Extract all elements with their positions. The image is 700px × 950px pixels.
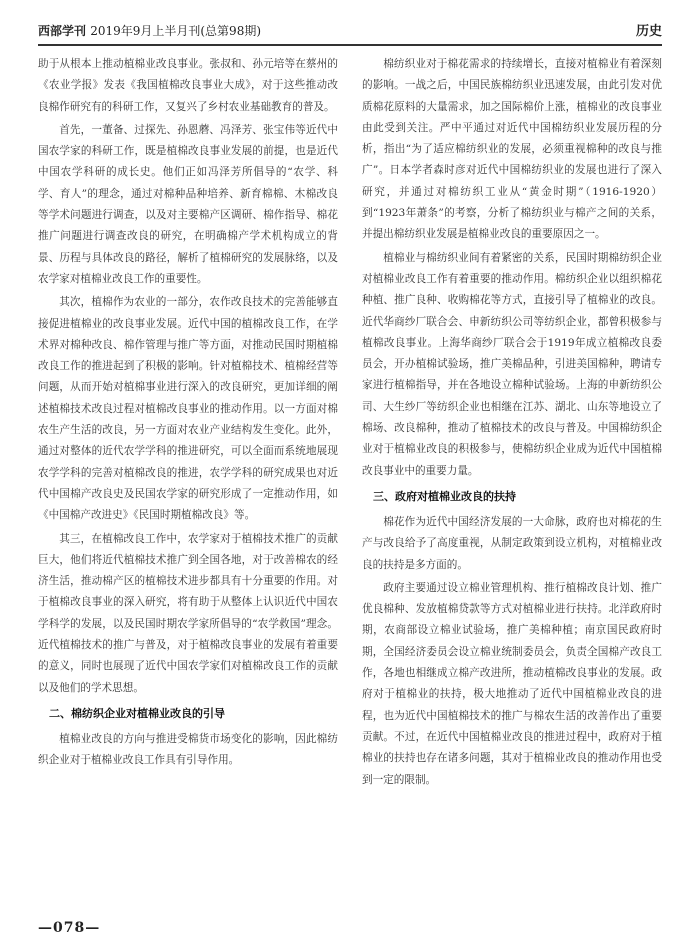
right-column: [362, 54, 662, 906]
journal-name: 西部学刊: [38, 24, 87, 38]
body-paragraph: 政府主要通过设立棉业管理机构、推行植棉改良计划、推广优良棉种、发放植棉贷款等方式对植棉业进行扶持。北洋政府时期，农商部设立棉业试验场，推广美棉种植；南京国民政府时期，全国经济委员会设立棉业统制委员会，负责全国棉产改良工作，各地也相继成立棉产改进所，推动植棉改良事业的发展。政府对于植棉业的扶持，极大地推动了近代中国植棉业改良的进程，也为近代中国植棉技术的推广与棉农生活的改善作出了重要贡献。不过，在近代中国植棉业改良的推进过程中，政府对于植棉业的扶持也存在诸多问题，其对于植棉业改良的推动作用也受到一定的限制。: [362, 581, 662, 786]
article-body: [38, 54, 662, 906]
body-paragraph: 助于从根本上推动植棉业改良事业。张叔和、孙元培等在蔡州的《农业学报》发表《我国植棉改良事业大成》，对于这些推动改良棉作研究有的科研工作，又复兴了乡村农业基础教育的普及。: [38, 58, 338, 113]
body-paragraph: 植棉业改良的方向与推进受棉货市场变化的影响，因此棉纺织企业对于植棉业改良工作具有引导作用。: [38, 732, 338, 767]
body-paragraph: 其三，在植棉改良工作中，农学家对于植棉技术推广的贡献巨大，他们将近代植棉技术推广到全国各地，对于改善棉农的经济生活，推动棉产区的植棉技术进步都具有十分重要的作用。对于植棉改良事业的深入研究，将有助于从整体上认识近代中国农学科学的发展，以及民国时期农学家所倡导的“农学救国”理念。近代植棉技术的推广与普及，对于植棉改良事业的发展有着重要的意义，同时也展现了近代中国农学家们对植棉改良工作的贡献以及他们的学术思想。: [38, 532, 338, 694]
left-column: [38, 54, 338, 906]
body-paragraph: 棉花作为近代中国经济发展的一大命脉，政府也对棉花的生产与改良给予了高度重视，从制定政策到设立机构，对植棉业改良的扶持是多方面的。: [362, 515, 662, 571]
section-heading: 二、棉纺织企业对植棉业改良的引导: [49, 706, 225, 720]
running-header: [38, 20, 662, 46]
body-paragraph: 棉纺织业对于棉花需求的持续增长，直接对植棉业有着深刻的影响。一战之后，中国民族棉纺织业迅速发展，由此引发对优质棉花原料的大量需求，加之国际棉价上涨，植棉业的改良事业由此受到关注。严中平通过对近代中国棉纺织业发展历程的分析，指出“为了适应棉纺织业的发展，必须重视棉种的改良与推广”。日本学者森时彦对近代中国棉纺织业的发展也进行了深入研究，并通过对棉纺织工业从“黄金时期”（1916-1920）到“1923年萧条”的考察，分析了棉纺织业与棉产之间的关系，并提出棉纺织业发展是植棉业改良的重要原因之一。: [362, 58, 662, 241]
section-heading: 三、政府对植棉业改良的扶持: [373, 489, 516, 503]
section-label: 历史: [635, 24, 662, 39]
body-paragraph: 首先，一董备、过探先、孙恩蘑、冯泽芳、张宝伟等近代中国农学家的科研工作，既是植棉改良事业发展的前提，也是近代中国农学科研的成长史。他们正如冯泽芳所倡导的“农学、科学、育人”的理念，通过对棉种品种培养、新育棉棉、木棉改良等学术问题进行调查，以及对主要棉产区调研、棉作指导、棉花推广问题进行调查改良的研究，在明确棉产学术机构成立的背景、历程与具体改良的路径，解析了植棉研究的发展脉络，以及农学家对植棉业改良工作的重要性。: [38, 123, 338, 285]
page-number: —078—: [38, 920, 101, 936]
body-paragraph: 植棉业与棉纺织业间有着紧密的关系，民国时期棉纺织企业对植棉业改良工作有着重要的推动作用。棉纺织企业以组织棉花种植、推广良种、收购棉花等方式，直接引导了植棉业的改良。近代华商纱厂联合会、申新纺织公司等纺织企业，都曾积极参与植棉改良事业。上海华商纱厂联合会于1919年成立植棉改良委员会，开办植棉试验场，推广美棉品种，引进美国棉种，聘请专家进行植棉指导，并在各地设立棉种试验场。上海的申新纺织公司、大生纱厂等纺织企业也相继在江苏、湖北、山东等地设立了棉场、改良棉种，推动了植棉技术的改良与普及。中国棉纺织企业对于植棉业改良的积极参与，使棉纺织企业成为近代中国植棉改良事业中的重要力量。: [362, 251, 662, 477]
journal-title: [38, 22, 261, 39]
body-paragraph: 其次，植棉作为农业的一部分，农作改良技术的完善能够直接促进植棉业的改良事业发展。近代中国的植棉改良工作，在学术界对棉种改良、棉作管理与推广等方面，对推动民国时期植棉改良工作的推进起到了积极的影响。针对植棉技术、植棉经营等问题，从而开始对植棉事业进行深入的改良研究，更加详细的阐述植棉技术改良过程对植棉改良事业的推动作用。以一方面对棉农生产生活的改良，另一方面对农业产业结构发生变化。此外，通过对整体的近代农学学科的推进研究，可以全面而系统地展现农学学科的完善对植棉改良的推进，农学学科的研究成果也对近代中国棉产改良史及民国农学家的研究形成了一定推动作用，如《中国棉产改进史》《民国时期植棉改良》等。: [38, 296, 338, 522]
journal-issue: 2019年9月上半月刊(总第98期): [90, 24, 262, 38]
